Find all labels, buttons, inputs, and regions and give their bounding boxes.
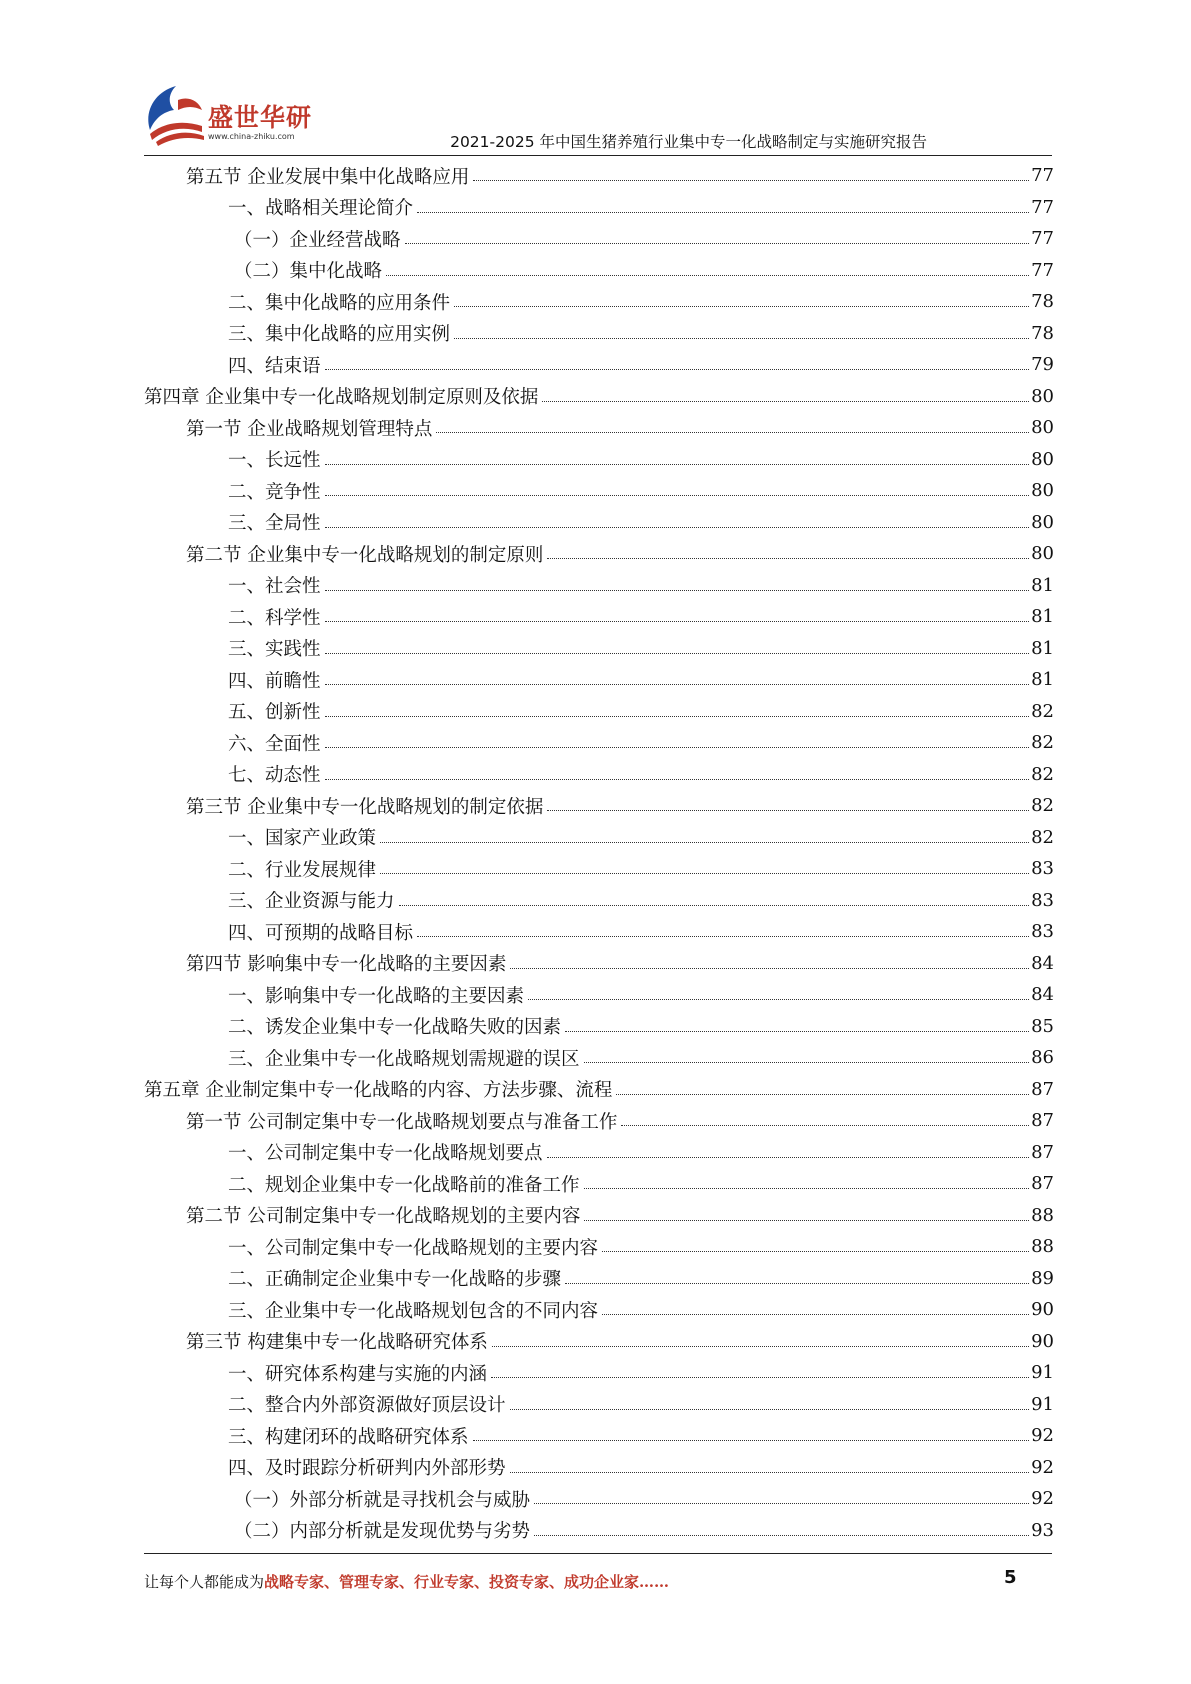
toc-entry[interactable] (144, 1137, 1054, 1169)
brand-url: www.china-zhiku.com (208, 132, 295, 141)
toc-dot-leader (602, 1314, 1029, 1315)
toc-entry-page: 88 (1031, 1204, 1054, 1226)
toc-entry-title: （二）集中化战略 (234, 261, 383, 283)
toc-entry[interactable] (144, 1515, 1054, 1547)
toc-entry[interactable] (144, 696, 1054, 728)
toc-entry-page: 82 (1031, 732, 1054, 754)
toc-entry-page: 80 (1031, 480, 1054, 502)
toc-entry[interactable] (144, 412, 1054, 444)
toc-dot-leader (534, 1503, 1029, 1504)
toc-entry-title: 一、研究体系构建与实施的内涵 (228, 1363, 488, 1385)
toc-entry[interactable] (144, 948, 1054, 980)
toc-dot-leader (417, 212, 1029, 213)
toc-entry-page: 87 (1031, 1173, 1054, 1195)
footer-divider (144, 1553, 1052, 1554)
toc-entry[interactable] (144, 885, 1054, 917)
toc-dot-leader (547, 810, 1029, 811)
toc-entry[interactable] (144, 223, 1054, 255)
toc-entry[interactable] (144, 318, 1054, 350)
toc-dot-leader (542, 401, 1029, 402)
toc-dot-leader (621, 1125, 1029, 1126)
page-number: 5 (1004, 1567, 1017, 1588)
toc-entry[interactable] (144, 538, 1054, 570)
toc-entry[interactable] (144, 790, 1054, 822)
toc-dot-leader (454, 306, 1029, 307)
toc-entry-page: 93 (1031, 1519, 1054, 1541)
toc-entry-title: 二、正确制定企业集中专一化战略的步骤 (228, 1269, 562, 1291)
toc-entry[interactable] (144, 1231, 1054, 1263)
toc-entry-title: 四、可预期的战略目标 (228, 922, 414, 944)
toc-entry-page: 81 (1031, 637, 1054, 659)
toc-entry[interactable] (144, 916, 1054, 948)
toc-entry-title: 一、国家产业政策 (228, 828, 377, 850)
toc-dot-leader (584, 1062, 1030, 1063)
toc-entry-page: 77 (1031, 165, 1054, 187)
toc-entry[interactable] (144, 192, 1054, 224)
toc-entry-title: 三、全局性 (228, 513, 321, 535)
toc-entry-title: 四、前瞻性 (228, 670, 321, 692)
toc-entry[interactable] (144, 1200, 1054, 1232)
toc-entry-page: 91 (1031, 1362, 1054, 1384)
toc-dot-leader (584, 1188, 1030, 1189)
toc-entry-page: 84 (1031, 952, 1054, 974)
toc-entry-page: 87 (1031, 1141, 1054, 1163)
toc-entry[interactable] (144, 1074, 1054, 1106)
toc-dot-leader (491, 1377, 1029, 1378)
toc-entry-page: 81 (1031, 574, 1054, 596)
toc-dot-leader (325, 527, 1030, 528)
toc-entry[interactable] (144, 1294, 1054, 1326)
toc-entry-title: （一）外部分析就是寻找机会与威胁 (234, 1489, 531, 1511)
toc-entry[interactable] (144, 475, 1054, 507)
toc-entry-page: 87 (1031, 1110, 1054, 1132)
toc-entry-page: 90 (1031, 1299, 1054, 1321)
toc-entry-page: 82 (1031, 700, 1054, 722)
toc-entry[interactable] (144, 349, 1054, 381)
toc-dot-leader (510, 1472, 1030, 1473)
toc-entry-page: 77 (1031, 228, 1054, 250)
toc-dot-leader (325, 779, 1030, 780)
toc-entry[interactable] (144, 570, 1054, 602)
toc-dot-leader (325, 684, 1030, 685)
toc-entry-page: 78 (1031, 291, 1054, 313)
toc-entry-title: 二、集中化战略的应用条件 (228, 292, 451, 314)
toc-entry[interactable] (144, 1011, 1054, 1043)
toc-entry-title: 五、创新性 (228, 702, 321, 724)
toc-entry-title: 第一节 公司制定集中专一化战略规划要点与准备工作 (186, 1111, 618, 1133)
toc-entry-title: 三、集中化战略的应用实例 (228, 324, 451, 346)
toc-entry-page: 91 (1031, 1393, 1054, 1415)
toc-entry-page: 84 (1031, 984, 1054, 1006)
toc-entry-title: 一、战略相关理论简介 (228, 198, 414, 220)
toc-entry-title: 三、企业资源与能力 (228, 891, 395, 913)
toc-dot-leader (510, 1409, 1030, 1410)
toc-entry-page: 82 (1031, 826, 1054, 848)
toc-dot-leader (602, 1251, 1029, 1252)
toc-dot-leader (436, 432, 1029, 433)
toc-entry-title: 四、及时跟踪分析研判内外部形势 (228, 1458, 506, 1480)
toc-dot-leader (565, 1283, 1029, 1284)
toc-entry-title: 二、规划企业集中专一化战略前的准备工作 (228, 1174, 580, 1196)
toc-entry-title: 第五章 企业制定集中专一化战略的内容、方法步骤、流程 (144, 1080, 613, 1102)
toc-entry-title: 第三节 企业集中专一化战略规划的制定依据 (186, 796, 544, 818)
toc-entry-page: 78 (1031, 322, 1054, 344)
toc-entry-title: （一）企业经营战略 (234, 229, 401, 251)
toc-entry-page: 89 (1031, 1267, 1054, 1289)
toc-dot-leader (454, 338, 1029, 339)
header-divider (144, 155, 1052, 156)
toc-entry[interactable] (144, 1326, 1054, 1358)
toc-entry[interactable] (144, 1420, 1054, 1452)
toc-dot-leader (380, 873, 1029, 874)
toc-entry-title: 一、影响集中专一化战略的主要因素 (228, 985, 525, 1007)
toc-dot-leader (325, 464, 1030, 465)
toc-dot-leader (325, 621, 1030, 622)
toc-entry-page: 77 (1031, 196, 1054, 218)
toc-entry[interactable] (144, 1389, 1054, 1421)
toc-entry[interactable] (144, 286, 1054, 318)
toc-entry[interactable] (144, 759, 1054, 791)
toc-entry[interactable] (144, 664, 1054, 696)
toc-dot-leader (616, 1094, 1029, 1095)
toc-entry-title: 二、诱发企业集中专一化战略失败的因素 (228, 1017, 562, 1039)
toc-dot-leader (417, 936, 1029, 937)
toc-entry-page: 92 (1031, 1425, 1054, 1447)
toc-entry-title: 第四节 影响集中专一化战略的主要因素 (186, 954, 507, 976)
toc-entry-title: 一、公司制定集中专一化战略规划的主要内容 (228, 1237, 599, 1259)
toc-entry[interactable] (144, 507, 1054, 539)
toc-entry-page: 81 (1031, 606, 1054, 628)
toc-entry-title: 第四章 企业集中专一化战略规划制定原则及依据 (144, 387, 539, 409)
toc-entry-title: 四、结束语 (228, 355, 321, 377)
brand-name: 盛世华研 (208, 103, 313, 132)
toc-entry-title: 第一节 企业战略规划管理特点 (186, 418, 433, 440)
toc-dot-leader (584, 1220, 1029, 1221)
toc-entry[interactable] (144, 1452, 1054, 1484)
toc-entry-title: 第五节 企业发展中集中化战略应用 (186, 166, 470, 188)
toc-entry[interactable] (144, 1168, 1054, 1200)
toc-entry-page: 83 (1031, 889, 1054, 911)
toc-dot-leader (399, 905, 1030, 906)
toc-entry-title: 三、实践性 (228, 639, 321, 661)
toc-entry[interactable] (144, 381, 1054, 413)
toc-entry-page: 80 (1031, 417, 1054, 439)
toc-entry-title: 一、长远性 (228, 450, 321, 472)
toc-dot-leader (325, 716, 1030, 717)
toc-dot-leader (473, 180, 1029, 181)
toc-entry[interactable] (144, 1483, 1054, 1515)
toc-entry[interactable] (144, 1105, 1054, 1137)
toc-entry[interactable] (144, 727, 1054, 759)
toc-entry-page: 83 (1031, 921, 1054, 943)
toc-entry-title: （二）内部分析就是发现优势与劣势 (234, 1521, 531, 1543)
toc-dot-leader (565, 1031, 1029, 1032)
toc-dot-leader (325, 590, 1030, 591)
toc-dot-leader (325, 653, 1030, 654)
toc-entry-title: 二、整合内外部资源做好顶层设计 (228, 1395, 506, 1417)
toc-entry-page: 85 (1031, 1015, 1054, 1037)
toc-entry-title: 三、企业集中专一化战略规划需规避的误区 (228, 1048, 580, 1070)
toc-entry-title: 七、动态性 (228, 765, 321, 787)
footer-slogan-highlight: 战略专家、管理专家、行业专家、投资专家、成功企业家…… (264, 1573, 670, 1591)
toc-entry-page: 82 (1031, 795, 1054, 817)
toc-entry[interactable] (144, 255, 1054, 287)
toc-entry-title: 二、竞争性 (228, 481, 321, 503)
toc-dot-leader (547, 558, 1029, 559)
toc-entry[interactable] (144, 1263, 1054, 1295)
toc-entry-page: 79 (1031, 354, 1054, 376)
toc-dot-leader (405, 243, 1030, 244)
toc-dot-leader (325, 369, 1030, 370)
toc-entry-page: 86 (1031, 1047, 1054, 1069)
toc-entry-title: 三、构建闭环的战略研究体系 (228, 1426, 469, 1448)
toc-dot-leader (325, 747, 1030, 748)
toc-entry-title: 第二节 企业集中专一化战略规划的制定原则 (186, 544, 544, 566)
table-of-contents (144, 160, 1054, 1546)
toc-entry[interactable] (144, 160, 1054, 192)
toc-entry-page: 77 (1031, 259, 1054, 281)
toc-entry-page: 83 (1031, 858, 1054, 880)
toc-entry-page: 90 (1031, 1330, 1054, 1352)
toc-dot-leader (528, 999, 1029, 1000)
toc-entry-page: 80 (1031, 385, 1054, 407)
toc-dot-leader (386, 275, 1029, 276)
toc-entry[interactable] (144, 853, 1054, 885)
toc-entry-page: 88 (1031, 1236, 1054, 1258)
toc-entry-title: 第二节 公司制定集中专一化战略规划的主要内容 (186, 1206, 581, 1228)
toc-dot-leader (492, 1346, 1029, 1347)
report-title: 2021-2025 年中国生猪养殖行业集中专一化战略制定与实施研究报告 (450, 133, 927, 151)
footer-slogan (144, 1571, 669, 1592)
toc-entry-page: 80 (1031, 511, 1054, 533)
toc-entry-title: 六、全面性 (228, 733, 321, 755)
footer-slogan-prefix: 让每个人都能成为 (144, 1573, 265, 1591)
toc-entry[interactable] (144, 1357, 1054, 1389)
toc-entry[interactable] (144, 601, 1054, 633)
toc-entry-page: 92 (1031, 1456, 1054, 1478)
toc-entry-title: 一、公司制定集中专一化战略规划要点 (228, 1143, 543, 1165)
toc-dot-leader (473, 1440, 1030, 1441)
toc-entry-page: 81 (1031, 669, 1054, 691)
toc-entry-title: 二、行业发展规律 (228, 859, 377, 881)
toc-entry[interactable] (144, 633, 1054, 665)
toc-dot-leader (547, 1157, 1030, 1158)
toc-entry-title: 三、企业集中专一化战略规划包含的不同内容 (228, 1300, 599, 1322)
toc-dot-leader (380, 842, 1029, 843)
toc-entry-title: 第三节 构建集中专一化战略研究体系 (186, 1332, 488, 1354)
toc-entry-title: 二、科学性 (228, 607, 321, 629)
toc-dot-leader (534, 1535, 1029, 1536)
toc-entry-page: 92 (1031, 1488, 1054, 1510)
toc-entry-page: 80 (1031, 448, 1054, 470)
toc-entry[interactable] (144, 979, 1054, 1011)
toc-entry[interactable] (144, 822, 1054, 854)
toc-entry-page: 87 (1031, 1078, 1054, 1100)
toc-entry-page: 80 (1031, 543, 1054, 565)
toc-entry-page: 82 (1031, 763, 1054, 785)
toc-entry[interactable] (144, 444, 1054, 476)
toc-entry-title: 一、社会性 (228, 576, 321, 598)
toc-dot-leader (325, 495, 1030, 496)
toc-dot-leader (510, 968, 1029, 969)
toc-entry[interactable] (144, 1042, 1054, 1074)
